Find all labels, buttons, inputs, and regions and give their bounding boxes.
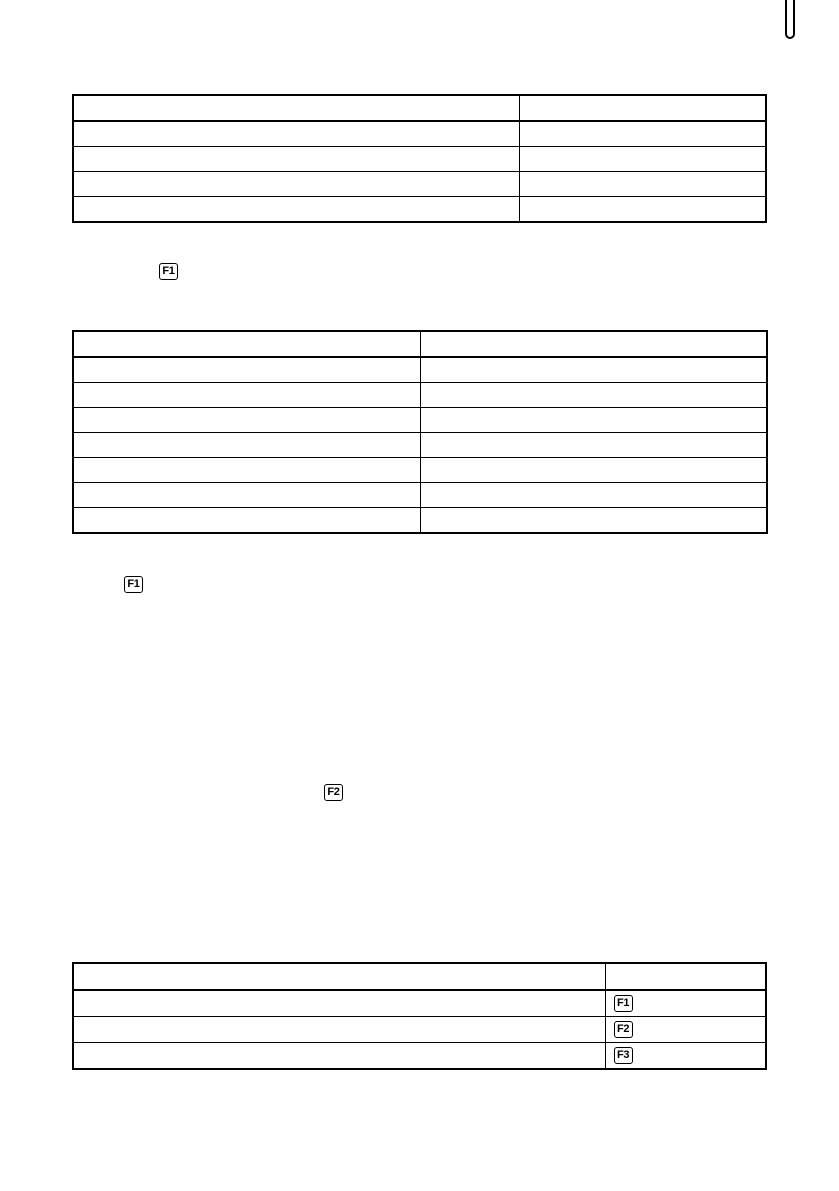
- table-row: [73, 1043, 766, 1070]
- table-row: [73, 357, 767, 383]
- table-row: [73, 1017, 766, 1043]
- table-cell: [420, 383, 767, 408]
- table-row: [73, 121, 766, 147]
- table-cell: [73, 121, 520, 147]
- table-2: [72, 330, 768, 534]
- table-cell: [605, 963, 766, 990]
- table-row: [73, 383, 767, 408]
- f1-key-icon: F1: [124, 576, 143, 593]
- table-cell: [520, 147, 766, 172]
- table-1: [72, 94, 767, 223]
- table-cell: [73, 458, 420, 483]
- table-cell: [420, 357, 767, 383]
- table-row: [73, 483, 767, 508]
- table-cell: [73, 433, 420, 458]
- table-cell: [520, 172, 766, 197]
- table-cell: [73, 508, 420, 534]
- table-row: [73, 508, 767, 534]
- table-cell: [73, 147, 520, 172]
- table-cell: [420, 483, 767, 508]
- table-row: [73, 458, 767, 483]
- f1-key-icon: F1: [159, 263, 178, 280]
- table-row: [73, 331, 767, 357]
- table-cell: [73, 408, 420, 433]
- table-cell: [73, 990, 605, 1017]
- table-cell: [605, 990, 766, 1017]
- table-cell: [420, 458, 767, 483]
- table-row: [73, 197, 766, 223]
- f3-key-icon: F3: [614, 1047, 633, 1064]
- table-cell: [73, 197, 520, 223]
- table-cell: [420, 408, 767, 433]
- table-row: [73, 147, 766, 172]
- table-cell: [73, 357, 420, 383]
- table-row: [73, 95, 766, 121]
- table-3: [72, 962, 767, 1070]
- table-cell: [605, 1017, 766, 1043]
- table-cell: [73, 383, 420, 408]
- table-cell: [520, 95, 766, 121]
- table-row: [73, 963, 766, 990]
- table-cell: [520, 121, 766, 147]
- table-cell: [73, 331, 420, 357]
- table-row: [73, 433, 767, 458]
- table-row: [73, 408, 767, 433]
- table-cell: [605, 1043, 766, 1070]
- table-cell: [73, 963, 605, 990]
- table-cell: [420, 331, 767, 357]
- f2-key-icon: F2: [324, 784, 343, 801]
- table-cell: [73, 95, 520, 121]
- table-cell: [520, 197, 766, 223]
- table-row: [73, 172, 766, 197]
- table-cell: [73, 1043, 605, 1070]
- table-cell: [73, 483, 420, 508]
- table-cell: [73, 1017, 605, 1043]
- table-cell: [73, 172, 520, 197]
- table-cell: [420, 508, 767, 534]
- table-cell: [420, 433, 767, 458]
- f2-key-icon: F2: [614, 1021, 633, 1038]
- f1-key-icon: F1: [614, 995, 633, 1012]
- table-row: [73, 990, 766, 1017]
